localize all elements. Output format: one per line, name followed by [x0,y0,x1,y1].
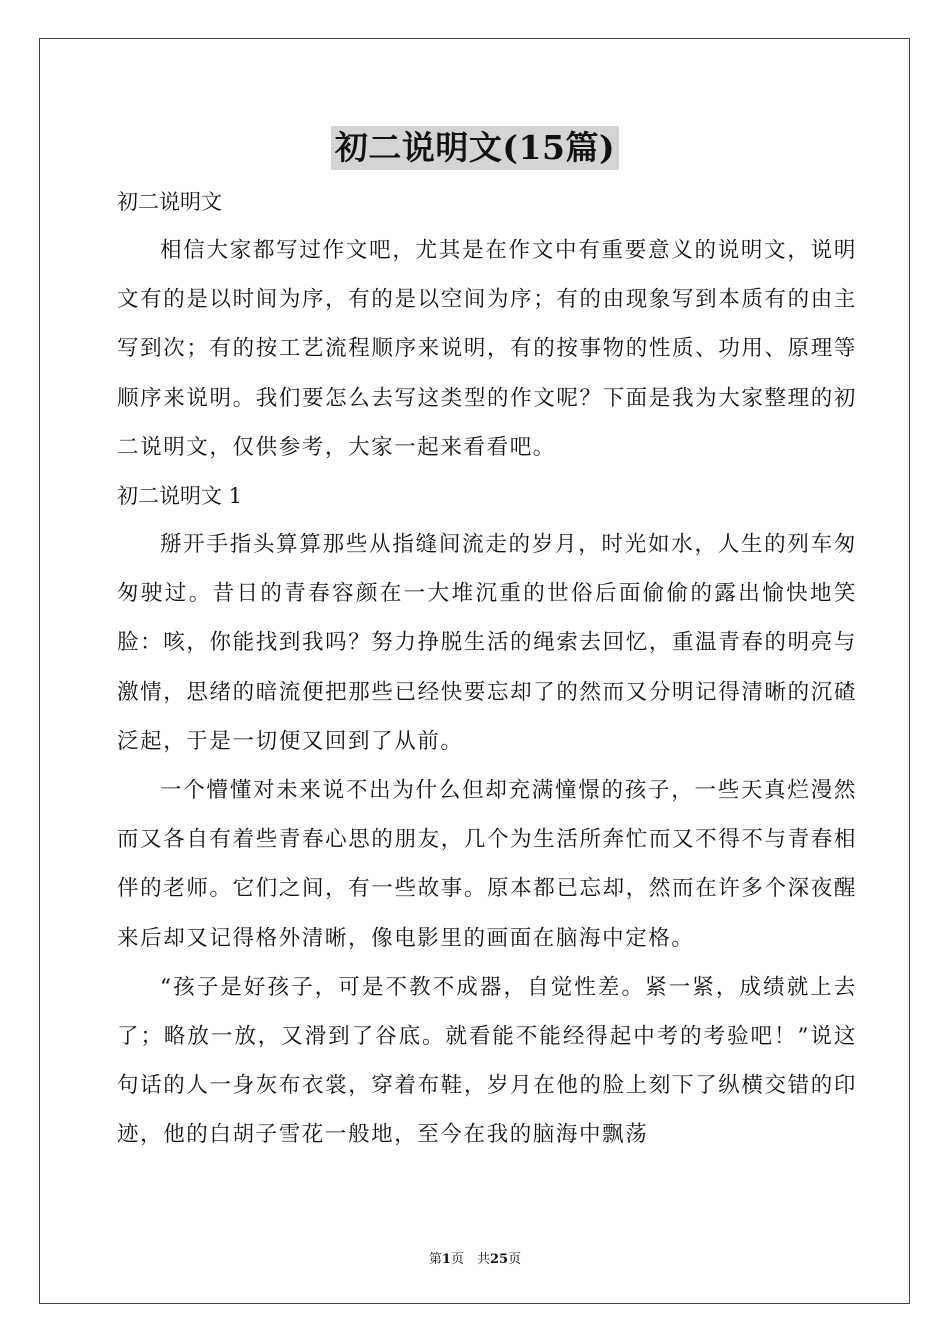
intro-paragraph: 相信大家都写过作文吧，尤其是在作文中有重要意义的说明文，说明文有的是以时间为序，有的是以空间为序；有的由现象写到本质有的由主写到次；有的按工艺流程顺序来说明，有的按事物的性质、功用、原理等顺序来说明。我们要怎么去写这类型的作文呢？下面是我为大家整理的初二说明文，仅供参考，大家一起来看看吧。 [117,238,857,460]
page-suffix: 页 [508,1252,522,1267]
page-prefix: 第 [428,1252,442,1267]
title-container [0,126,950,170]
document-title: 初二说明文(15篇) [331,126,619,170]
page-mid: 页 共 [450,1252,490,1267]
section-heading: 初二说明文 1 [117,484,243,509]
document-body [117,178,857,1160]
page-total: 25 [489,1252,509,1267]
body-paragraph: 掰开手指头算算那些从指缝间流走的岁月，时光如水，人生的列车匆匆驶过。昔日的青春容颜在一大堆沉重的世俗后面偷偷的露出愉快地笑脸：咳，你能找到我吗？努力挣脱生活的绳索去回忆，重温青春的明亮与激情，思绪的暗流便把那些已经快要忘却了的然而又分明记得清晰的沉碴泛起，于是一切便又回到了从前。 [117,532,857,754]
body-paragraph: “孩子是好孩子，可是不教不成器，自觉性差。紧一紧，成绩就上去了；略放一放，又滑到了谷底。就看能不能经得起中考的考验吧！”说这句话的人一身灰布衣裳，穿着布鞋，岁月在他的脸上刻下了纵横交错的印迹，他的白胡子雪花一般地，至今在我的脑海中飘荡 [117,974,857,1148]
page-current: 1 [441,1252,451,1267]
page-footer [0,1248,950,1267]
body-paragraph: 一个懵懂对未来说不出为什么但却充满憧憬的孩子，一些天真烂漫然而又各自有着些青春心思的朋友，几个为生活所奔忙而又不得不与青春相伴的老师。它们之间，有一些故事。原本都已忘却，然而在许多个深夜醒来后却又记得格外清晰，像电影里的画面在脑海中定格。 [117,778,857,951]
document-subtitle: 初二说明文 [117,190,222,214]
